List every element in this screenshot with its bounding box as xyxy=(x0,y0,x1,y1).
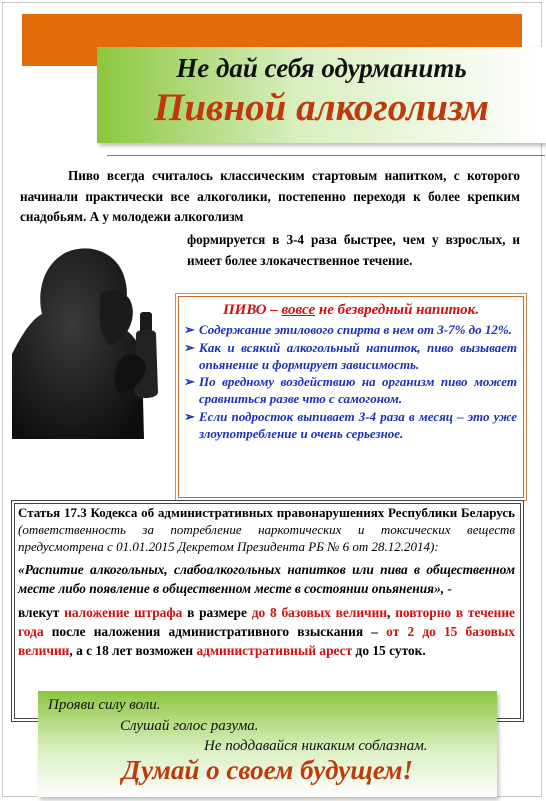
law-quote: «Распитие алкогольных, слабоалкогольных напитков или пива в общественном месте либо появление в общественном месте в состоянии опьянения», - xyxy=(18,562,515,596)
slogan: Думай о своем будущем! xyxy=(121,755,414,785)
beer-title-prefix: ПИВО – xyxy=(223,302,278,318)
arrow-right-icon: ➢ xyxy=(184,339,195,355)
motivation-banner xyxy=(38,691,497,797)
beer-title-underlined: вовсе xyxy=(281,302,316,318)
law-article-text xyxy=(18,504,515,660)
law-heading: Статья 17.3 Кодекса об административных правонарушениях Республики Беларусь xyxy=(18,505,515,520)
header-subtitle: Не дай себя одурманить xyxy=(176,53,467,83)
motto-line-2: Слушай голос разума. xyxy=(120,718,259,734)
arrow-right-icon: ➢ xyxy=(184,374,195,390)
motto-line-3: Не поддавайся никаким соблазнам. xyxy=(204,738,428,754)
law-article-box xyxy=(11,500,524,722)
penalty-repeat-amount: от 2 до 15 базовых величин xyxy=(18,624,515,658)
list-item: ➢ Как и всякий алкогольный напиток, пиво вызывает опьянение и формирует зависимость. xyxy=(184,339,517,372)
intro-paragraph: Пиво всегда считалось классическим стартовым напитком, с которого начинали практически все алкоголики, постепенно переходя к более крепким снадобьям. А у молодежи алкоголизм xyxy=(20,168,520,224)
intro-paragraph-continued: формируется в 3-4 раза быстрее, чем у взрослых, и имеет более злокачественное течение. xyxy=(187,232,520,268)
arrow-right-icon: ➢ xyxy=(184,408,195,424)
beer-title-suffix: не безвредный напиток. xyxy=(318,302,479,318)
beer-facts-list xyxy=(179,322,523,443)
list-item: ➢ Если подросток выпивает 3-4 раза в месяц – это уже злоупотребление и очень серьезное. xyxy=(184,408,517,441)
motto-line-1: Прояви силу воли. xyxy=(48,697,161,713)
arrow-right-icon: ➢ xyxy=(184,322,195,337)
sad-man-silhouette-image xyxy=(12,234,177,439)
title-banner xyxy=(97,47,546,143)
penalty-repeat: повторно в течение года xyxy=(18,605,515,639)
list-item: ➢ Содержание этилового спирта в нем от 3-7% до 12%. xyxy=(184,322,512,337)
beer-warning-title xyxy=(179,302,523,319)
penalty-fine: наложение штрафа xyxy=(64,605,183,620)
law-penalty: влекут наложение штрафа в размере до 8 базовых величин, повторно в течение года после наложения административного взыскания – от 2 до 15 базовых величин, а с 18 лет возможен административный арест до 15 суток. xyxy=(18,605,515,658)
header-title: Пивной алкоголизм xyxy=(154,86,489,129)
law-note: (ответственность за потребление наркотических и токсических веществ предусмотрена с 01.01.2015 Декретом Президента РБ № 6 от 28.12.2014): xyxy=(18,522,515,554)
silhouette-graphic xyxy=(12,234,177,439)
penalty-arrest: административный арест xyxy=(196,643,353,658)
beer-warning-box xyxy=(178,296,524,498)
title-divider xyxy=(107,155,545,156)
penalty-amount: до 8 базовых величин xyxy=(251,605,388,620)
list-item: ➢ По вредному воздействию на организм пиво может сравниться разве что с самогоном. xyxy=(184,374,517,407)
